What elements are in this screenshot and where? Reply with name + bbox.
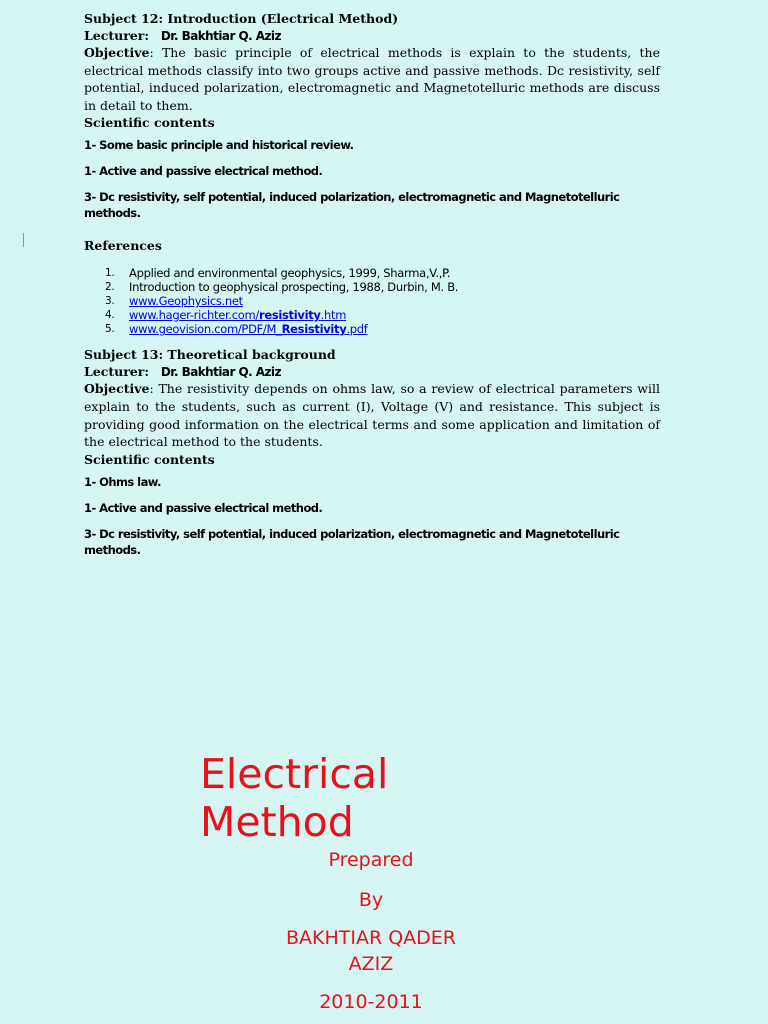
reference-number: 1. — [105, 267, 115, 280]
subject-13-scientific-label: Scientific contents — [84, 451, 215, 467]
lecturer-name: Dr. Bakhtiar Q. Aziz — [160, 365, 281, 380]
lecturer-label: Lecturer: — [84, 28, 149, 43]
subject-12-objective — [84, 44, 660, 114]
subject-13-lecturer — [84, 363, 660, 380]
lecturer-name: Dr. Bakhtiar Q. Aziz — [160, 29, 281, 43]
subject-12-section — [84, 10, 660, 336]
author-line-1: BAKHTIAR QADER — [285, 927, 457, 949]
reference-item — [84, 280, 660, 294]
year-range: 2010-2011 — [319, 991, 423, 1013]
link-text: www.geovision.com/PDF/M_ — [129, 322, 282, 337]
reference-number: 2. — [105, 281, 115, 294]
subject-13-item-1: 1- Ohms law. — [84, 474, 161, 489]
reference-item — [84, 266, 660, 280]
cover-title-line-1: Electrical — [200, 750, 389, 798]
reference-text: Introduction to geophysical prospecting, 1988, Durbin, M. B. — [129, 280, 459, 295]
link-text: www.hager-richter.com/ — [129, 308, 259, 323]
objective-text: : The resistivity depends on ohms law, so a review of electrical parameters will explain to the students, such as current (I), Voltage (V) and resistance. This subject is providing good information on the electrical terms and some application and limitation of the electrical method to the students. — [84, 381, 660, 450]
subject-13-heading: Subject 13: Theoretical background — [84, 347, 336, 363]
subject-13-section — [84, 346, 660, 557]
subject-13-objective — [84, 380, 660, 450]
link-text: .pdf — [346, 322, 368, 337]
margin-rule — [23, 233, 24, 247]
author-line-2: AZIZ — [348, 953, 394, 975]
reference-number: 3. — [105, 295, 115, 308]
reference-item — [84, 308, 660, 322]
subject-13-item-2: 1- Active and passive electrical method. — [84, 500, 323, 515]
subject-12-item-1: 1- Some basic principle and historical review. — [84, 138, 354, 153]
cover-title-line-2: Method — [200, 798, 354, 846]
subject-12-item-3: 3- Dc resistivity, self potential, induced polarization, electromagnetic and Magnetotelluric methods. — [84, 190, 620, 221]
objective-text: : The basic principle of electrical methods is explain to the students, the electrical methods classify into two groups active and passive methods. Dc resistivity, self potential, induced polarization, electromagnetic and Magnetotelluric methods are discuss in detail to them. — [84, 45, 660, 113]
reference-link-geovision[interactable] — [129, 322, 368, 336]
objective-label: Objective — [84, 45, 150, 60]
subject-13-item-3: 3- Dc resistivity, self potential, induced polarization, electromagnetic and Magnetotelluric methods. — [84, 526, 620, 557]
reference-link-geophysics[interactable] — [129, 294, 243, 308]
objective-label: Objective — [84, 381, 150, 397]
subject-12-item-2: 1- Active and passive electrical method. — [84, 164, 323, 179]
document-body — [84, 10, 660, 558]
references-label: References — [84, 238, 162, 254]
link-text-bold: Resistivity — [281, 322, 347, 337]
cover-title — [200, 750, 388, 846]
reference-item — [84, 294, 660, 308]
reference-item — [84, 322, 660, 336]
subject-12-heading: Subject 12: Introduction (Electrical Method) — [84, 11, 399, 26]
subject-12-scientific-label: Scientific contents — [84, 115, 215, 131]
subject-12-lecturer — [84, 27, 660, 44]
by-label: By — [358, 889, 384, 911]
references-list — [84, 266, 660, 336]
prepared-label: Prepared — [328, 849, 414, 871]
link-text: .htm — [320, 308, 347, 323]
link-text: www.Geophysics.net — [129, 294, 243, 309]
reference-text: Applied and environmental geophysics, 1999, Sharma,V.,P. — [129, 266, 451, 281]
link-text-bold: resistivity — [258, 308, 321, 323]
reference-link-hager-richter[interactable] — [129, 308, 346, 322]
lecturer-label: Lecturer: — [84, 364, 149, 380]
reference-number: 4. — [105, 309, 115, 322]
reference-number: 5. — [105, 323, 115, 336]
